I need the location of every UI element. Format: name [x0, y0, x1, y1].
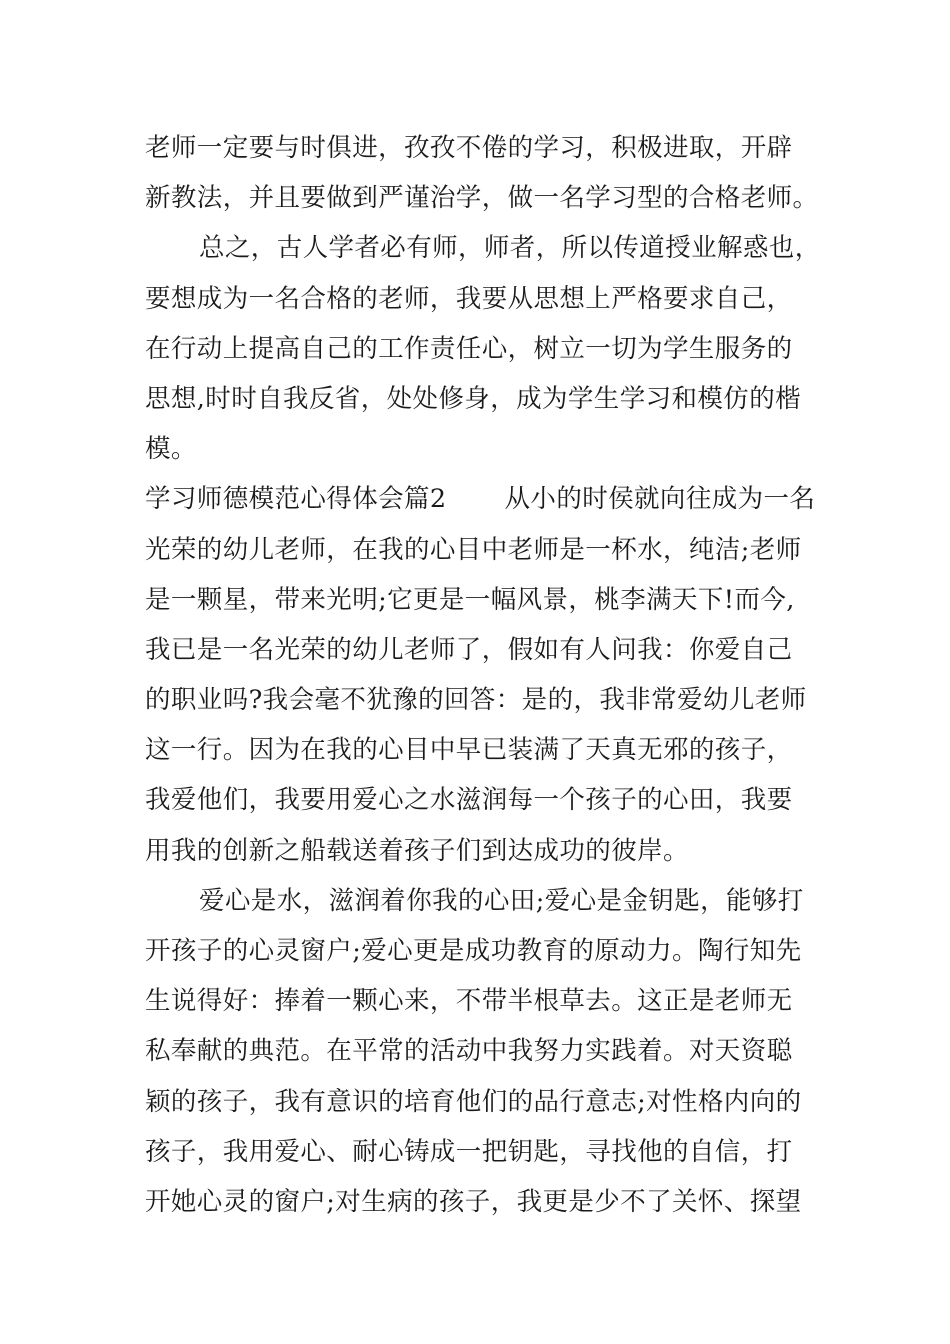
text-line: 颖的孩子，我有意识的培育他们的品行意志;对性格内向的	[145, 1086, 802, 1117]
text-line: 开孩子的心灵窗户;爱心更是成功教育的原动力。陶行知先	[145, 936, 802, 966]
paragraph-1	[145, 123, 819, 223]
text-line: 总之，古人学者必有师，师者，所以传道授业解惑也，	[199, 233, 821, 264]
paragraph-2	[145, 223, 821, 474]
text-line: 私奉献的典范。在平常的活动中我努力实践着。对天资聪	[145, 1036, 793, 1067]
text-line: 模。	[145, 434, 197, 465]
text-line: 老师一定要与时俱进，孜孜不倦的学习，积极进取，开辟	[145, 133, 793, 163]
text-line: 是一颗星，带来光明;它更是一幅风景，桃李满天下!而今,	[145, 584, 795, 615]
text-line: 孩子，我用爱心、耐心铸成一把钥匙，寻找他的自信，打	[145, 1136, 793, 1167]
text-line: 新教法，并且要做到严谨治学，做一名学习型的合格老师。	[145, 183, 819, 214]
text-line: 思想,时时自我反省，处处修身，成为学生学习和模仿的楷	[145, 383, 802, 414]
paragraph-3	[145, 474, 815, 876]
text-line: 我爱他们，我要用爱心之水滋润每一个孩子的心田，我要	[145, 785, 793, 816]
heading-line	[145, 474, 815, 524]
text-line: 光荣的幼儿老师，在我的心目中老师是一杯水，纯洁;老师	[145, 534, 802, 565]
text-line: 在行动上提高自己的工作责任心，树立一切为学生服务的	[145, 333, 793, 364]
text-line: 的职业吗?我会毫不犹豫的回答：是的，我非常爱幼儿老师	[145, 685, 807, 716]
text-line: 我已是一名光荣的幼儿老师了，假如有人问我：你爱自己	[145, 634, 793, 665]
text-segment: 从小的时侯就向往成为一名	[504, 484, 816, 515]
text-line: 用我的创新之船载送着孩子们到达成功的彼岸。	[145, 835, 689, 866]
text-line: 这一行。因为在我的心目中早已装满了天真无邪的孩子，	[145, 735, 793, 766]
text-line: 要想成为一名合格的老师，我要从思想上严格要求自己，	[145, 283, 793, 314]
text-line: 爱心是水，滋润着你我的心田;爱心是金钥匙，能够打	[199, 885, 804, 916]
text-line: 开她心灵的窗户;对生病的孩子，我更是少不了关怀、探望	[145, 1186, 802, 1217]
text-line: 生说得好：捧着一颗心来，不带半根草去。这正是老师无	[145, 986, 793, 1017]
section-heading: 学习师德模范心得体会篇2	[145, 484, 447, 515]
paragraph-4	[145, 876, 815, 1227]
document-body	[145, 123, 821, 1227]
